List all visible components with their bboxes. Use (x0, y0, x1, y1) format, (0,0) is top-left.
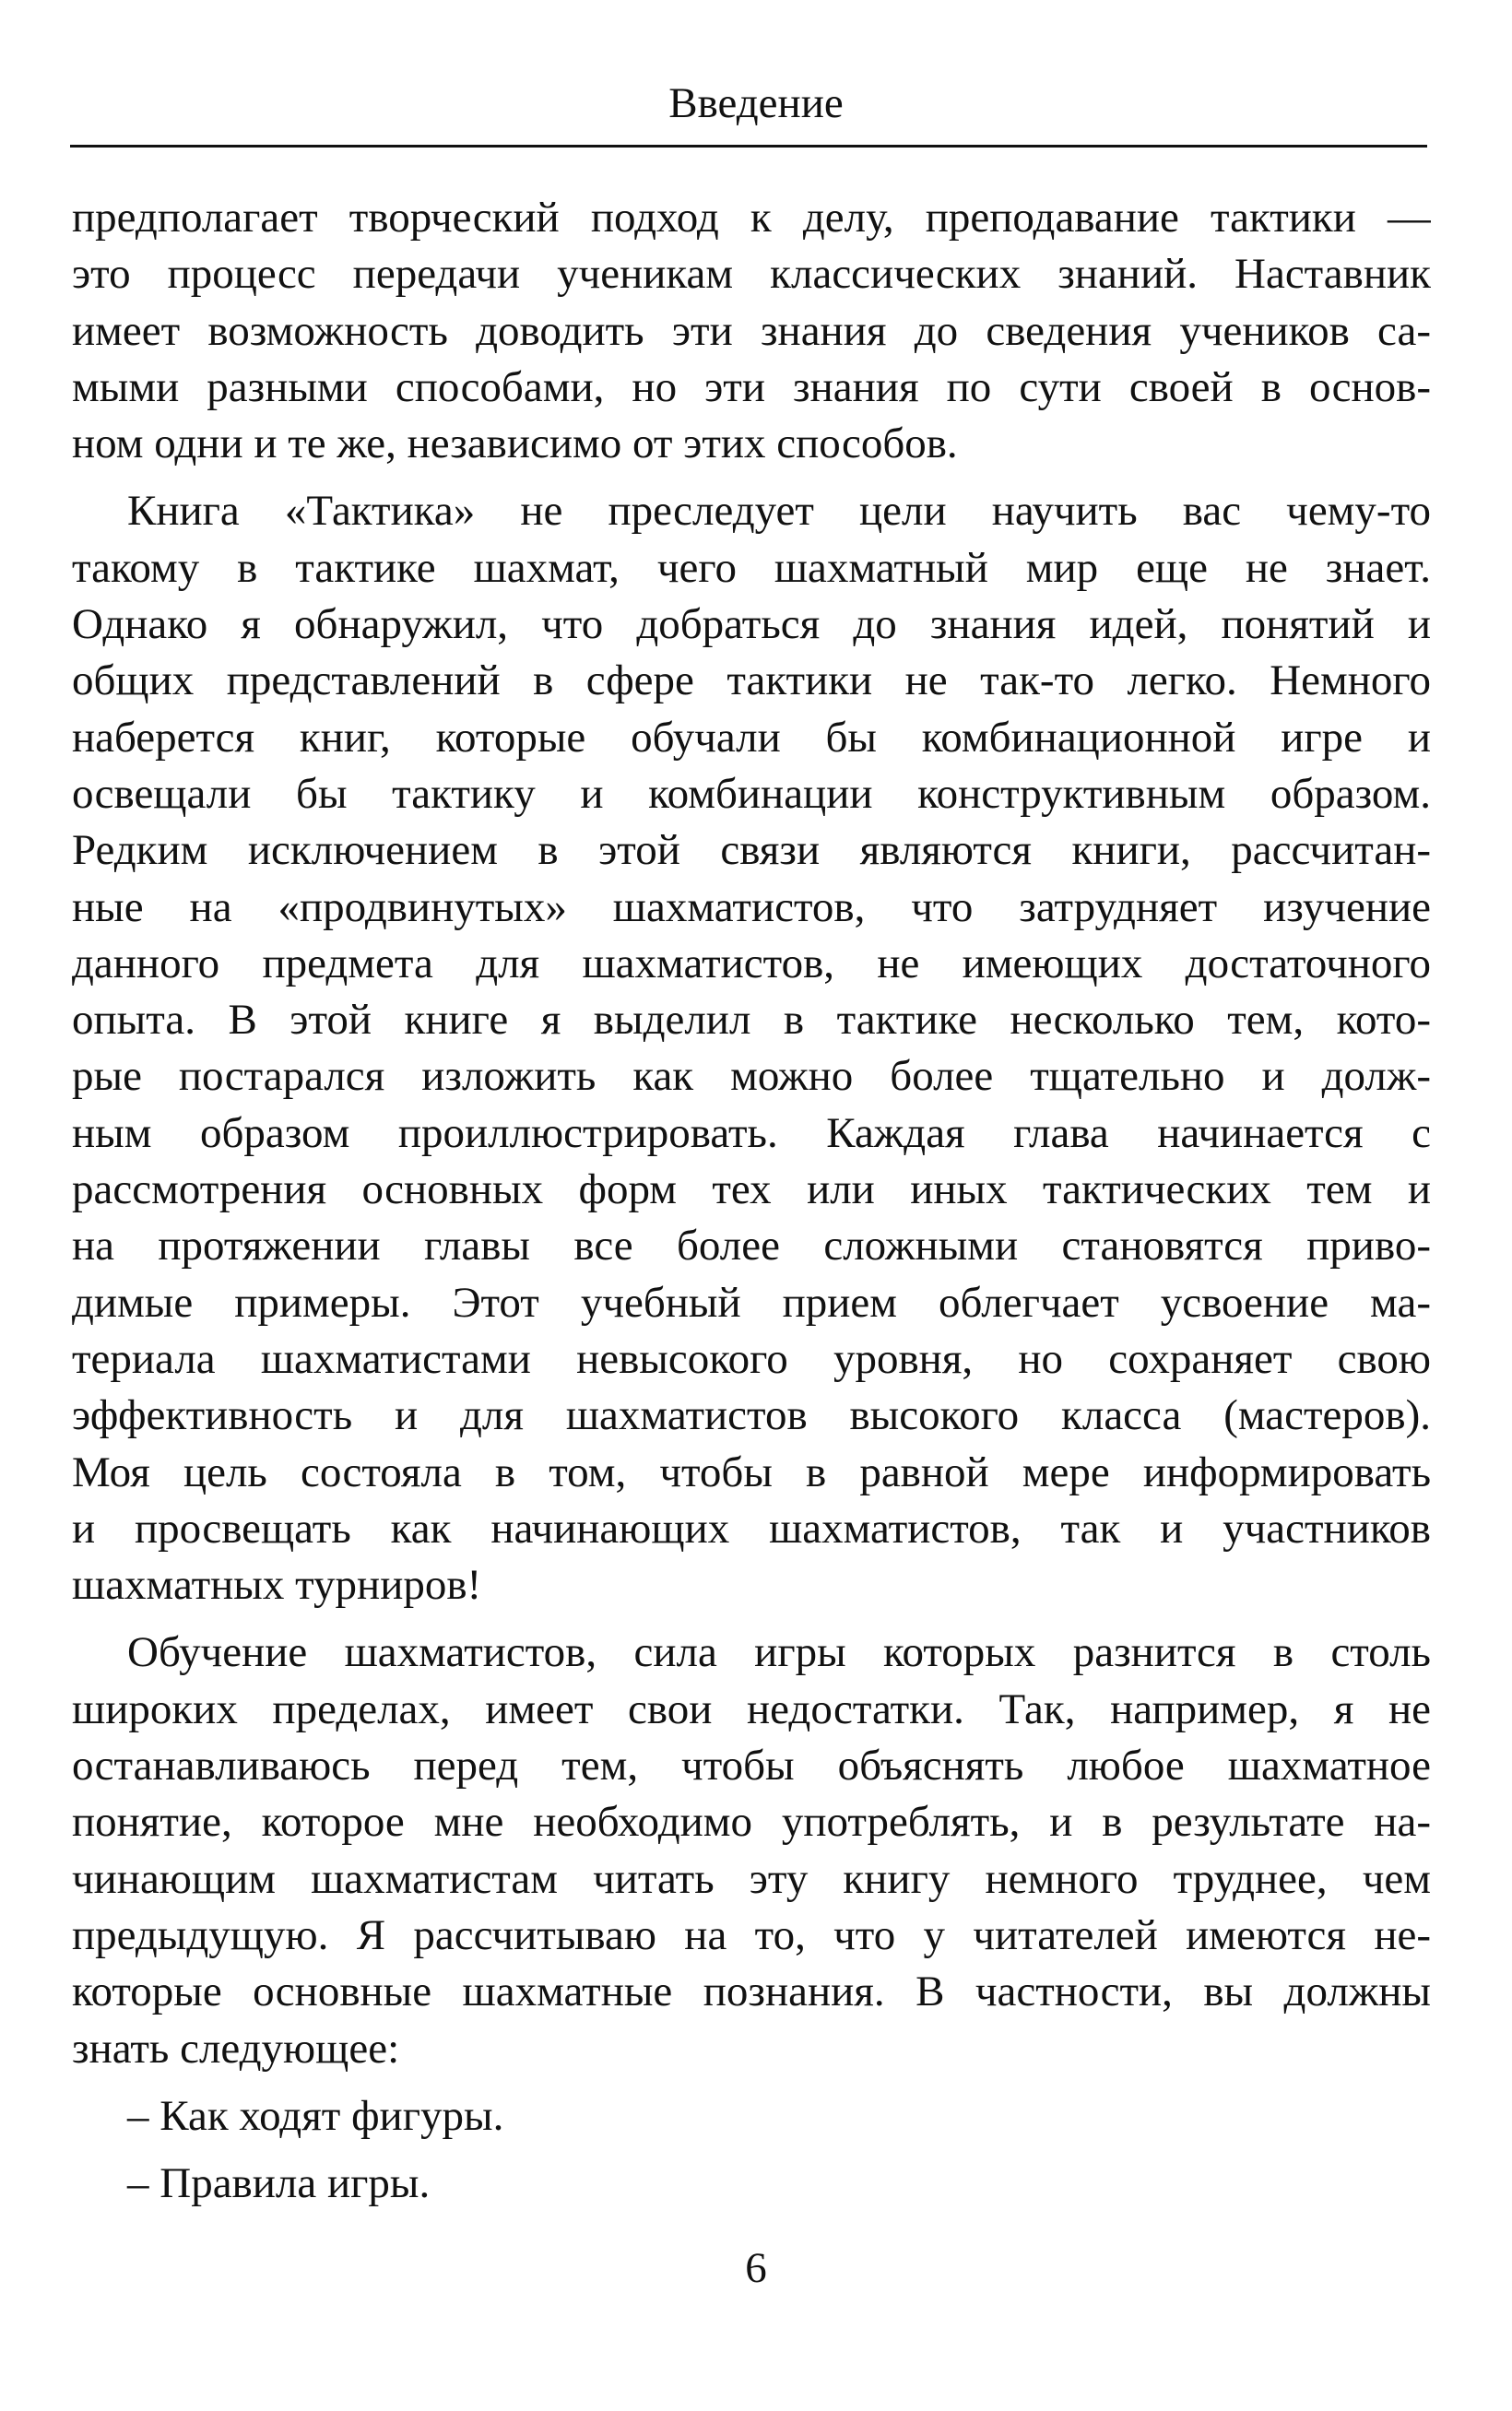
text-line: наберется книг, которые обучали бы комбинационной игре и (72, 713, 1431, 762)
text-line: останавливаюсь перед тем, чтобы объяснять любое шахматное (72, 1742, 1431, 1791)
text-line: Книга «Тактика» не преследует цели научить вас чему-то (127, 487, 1431, 536)
text-line: Моя цель состояла в том, чтобы в равной мере информировать (72, 1448, 1431, 1496)
text-line: знать следующее: (72, 2024, 400, 2073)
text-line: освещали бы тактику и комбинации конструктивным образом. (72, 769, 1431, 818)
text-line: чинающим шахматистам читать эту книгу немного труднее, чем (72, 1854, 1431, 1903)
text-line: данного предмета для шахматистов, не имеющих достаточного (72, 939, 1431, 987)
text-line: ные на «продвинутых» шахматистов, что затрудняет изучение (72, 882, 1431, 931)
text-line: Обучение шахматистов, сила игры которых разнится в столь (127, 1628, 1431, 1677)
paragraph-1 (72, 190, 1431, 472)
body-text (72, 190, 1431, 2212)
text-line: опыта. В этой книге я выделил в тактике несколько тем, кото- (72, 996, 1431, 1045)
text-line: понятие, которое мне необходимо употреблять, и в результате на- (72, 1798, 1431, 1847)
text-line: рассмотрения основных форм тех или иных тактических тем и (72, 1165, 1431, 1214)
list-item: – Как ходят фигуры. (127, 2091, 504, 2140)
text-line: ном одни и те же, независимо от этих способов. (72, 420, 958, 468)
header-rule (70, 145, 1427, 148)
text-line: Редким исключением в этой связи являются книги, рассчитан- (72, 826, 1431, 875)
text-line: которые основные шахматные познания. В частности, вы должны (72, 1968, 1431, 2016)
text-line: общих представлений в сфере тактики не так-то легко. Немного (72, 656, 1431, 705)
list-item: – Правила игры. (127, 2159, 431, 2208)
text-line: и просвещать как начинающих шахматистов, так и участников (72, 1504, 1431, 1553)
text-line: Однако я обнаружил, что добраться до знания идей, понятий и (72, 600, 1431, 649)
text-line: рые постарался изложить как можно более тщательно и долж- (72, 1052, 1431, 1101)
text-line: такому в тактике шахмат, чего шахматный мир еще не знает. (72, 543, 1431, 592)
text-line: на протяжении главы все более сложными становятся приво- (72, 1222, 1431, 1271)
text-line: это процесс передачи ученикам классических знаний. Наставник (72, 250, 1431, 299)
page-number: 6 (745, 2244, 767, 2292)
text-line: мыми разными способами, но эти знания по сути своей в основ- (72, 362, 1431, 411)
text-line: широких пределах, имеет свои недостатки. Так, например, я не (72, 1684, 1431, 1733)
text-line: шахматных турниров! (72, 1561, 482, 1610)
text-line: предыдущую. Я рассчитываю на то, что у читателей имеются не- (72, 1910, 1431, 1959)
text-line: димые примеры. Этот учебный прием облегчает усвоение ма- (72, 1278, 1431, 1327)
text-line: ным образом проиллюстрировать. Каждая глава начинается с (72, 1108, 1431, 1157)
text-line: эффективность и для шахматистов высокого класса (мастеров). (72, 1391, 1431, 1440)
text-line: имеет возможность доводить эти знания до сведения учеников са- (72, 306, 1431, 355)
running-head: Введение (668, 79, 844, 127)
paragraph-2 (72, 483, 1431, 1613)
paragraph-3 (72, 1625, 1431, 2076)
text-line: предполагает творческий подход к делу, преподавание тактики — (72, 194, 1431, 242)
text-line: териала шахматистами невысокого уровня, но сохраняет свою (72, 1334, 1431, 1383)
